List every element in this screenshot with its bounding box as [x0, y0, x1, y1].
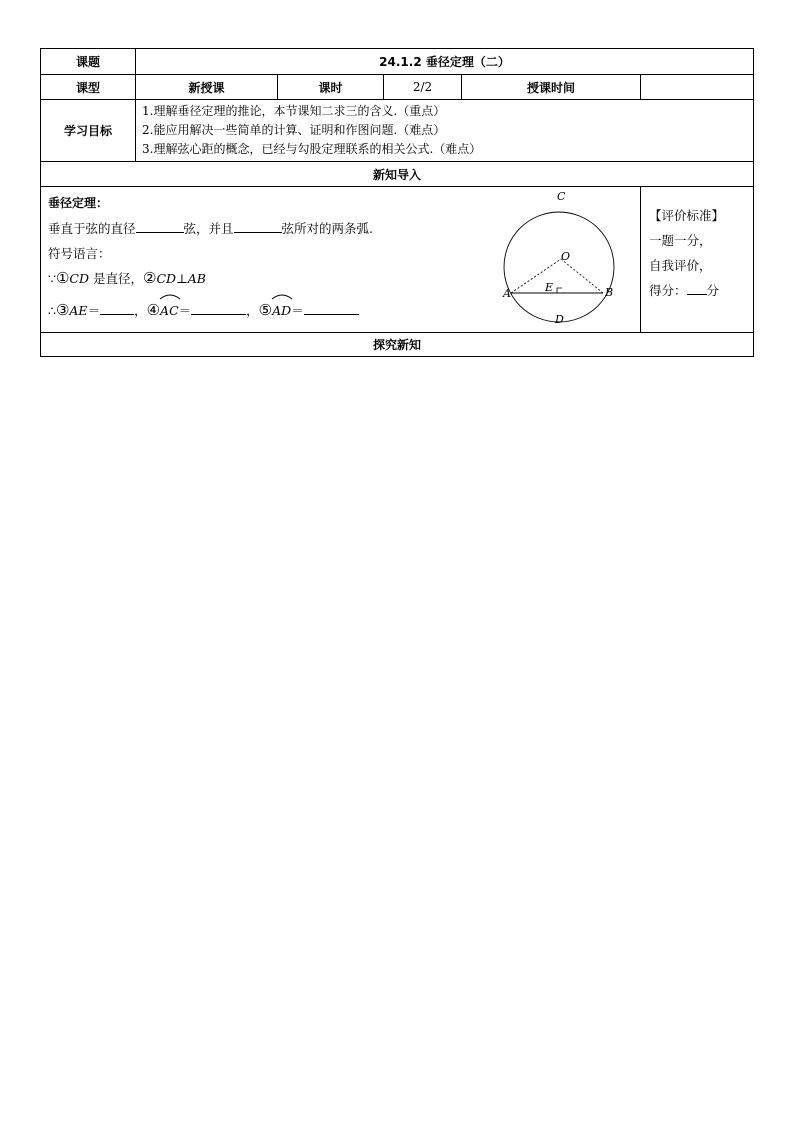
intro-title-row: [41, 162, 754, 187]
goal-item: 3.理解弦心距的概念，已经与勾股定理联系的相关公式.（难点）: [142, 142, 482, 156]
period-value: 2/2: [384, 75, 462, 100]
score-unit: 分: [706, 283, 720, 298]
circle-diagram: [497, 187, 625, 333]
arc-ac: [160, 298, 179, 323]
intro-content: [41, 187, 641, 333]
topic-label: 课题: [41, 49, 136, 75]
evaluation-line-2: 自我评价，: [649, 258, 712, 273]
evaluation-line-1: 一题一分，: [649, 233, 712, 248]
radius-oa: [511, 259, 561, 293]
arc-ad: [272, 298, 291, 323]
equals-sign: ＝: [87, 303, 101, 318]
arc-mark-icon: [271, 292, 293, 300]
time-label: 授课时间: [462, 75, 641, 100]
equals-sign: ＝: [291, 303, 304, 318]
circled-4: ④: [146, 301, 161, 319]
ac-label: AC: [160, 303, 179, 318]
intro-content-row: [41, 187, 754, 333]
circled-5: ⑤: [258, 301, 273, 319]
score-blank[interactable]: [687, 280, 707, 295]
blank-2[interactable]: [234, 218, 282, 233]
score-line: [649, 278, 745, 303]
arc-mark-icon: [159, 292, 181, 300]
circled-1: ①: [55, 269, 70, 287]
evaluation-title: 【评价标准】: [649, 208, 725, 223]
therefore-symbol: ∴: [48, 303, 56, 318]
goal-item: 2.能应用解决一些简单的计算、证明和作图问题.（难点）: [142, 123, 446, 137]
radius-ob: [561, 259, 603, 293]
label-e: E: [545, 281, 554, 294]
comma: ，: [134, 303, 147, 318]
symbol-language-label: 符号语言：: [48, 246, 111, 261]
blank-ad[interactable]: [304, 300, 359, 315]
statement-part-1: 垂直于弦的直径: [48, 221, 136, 236]
statement-part-2: 弦，并且: [183, 221, 234, 236]
goal-item: 1.理解垂径定理的推论，本节课知二求三的含义.（重点）: [142, 104, 446, 118]
label-o: O: [561, 250, 571, 263]
circle-outline: [504, 212, 614, 322]
evaluation-cell: [641, 187, 754, 333]
score-label: 得分：: [649, 283, 687, 298]
goals-list: [136, 100, 754, 162]
right-angle-mark: [557, 288, 562, 293]
period-label: 课时: [278, 75, 384, 100]
goals-row: [41, 100, 754, 162]
cd-label: CD: [69, 271, 89, 286]
ad-label: AD: [272, 303, 292, 318]
blank-1[interactable]: [136, 218, 184, 233]
perpendicular-expr: CD⊥AB: [156, 271, 206, 286]
comma: ，: [246, 303, 259, 318]
type-label: 课型: [41, 75, 136, 100]
goals-label: 学习目标: [41, 100, 136, 162]
time-value: [641, 75, 754, 100]
blank-ae[interactable]: [100, 300, 134, 315]
type-row: [41, 75, 754, 100]
circled-3: ③: [55, 301, 70, 319]
theorem-title: 垂径定理：: [48, 196, 109, 210]
is-diameter-text: 是直径，: [89, 271, 143, 286]
intro-section-title: 新知导入: [41, 162, 754, 187]
explore-section-title: 探究新知: [41, 333, 754, 357]
label-d: D: [555, 313, 564, 326]
because-symbol: ∵: [48, 271, 56, 286]
label-b: B: [605, 286, 614, 299]
statement-part-3: 弦所对的两条弧.: [281, 221, 374, 236]
label-c: C: [557, 190, 566, 203]
type-value: 新授课: [136, 75, 278, 100]
topic-value: 24.1.2 垂径定理（二）: [136, 49, 754, 75]
blank-ac[interactable]: [191, 300, 246, 315]
topic-row: [41, 49, 754, 75]
ae-label: AE: [69, 303, 88, 318]
lesson-plan-table: [40, 48, 754, 357]
explore-title-row: [41, 333, 754, 357]
equals-sign: ＝: [178, 303, 192, 318]
circled-2: ②: [142, 269, 157, 287]
label-a: A: [503, 287, 511, 300]
